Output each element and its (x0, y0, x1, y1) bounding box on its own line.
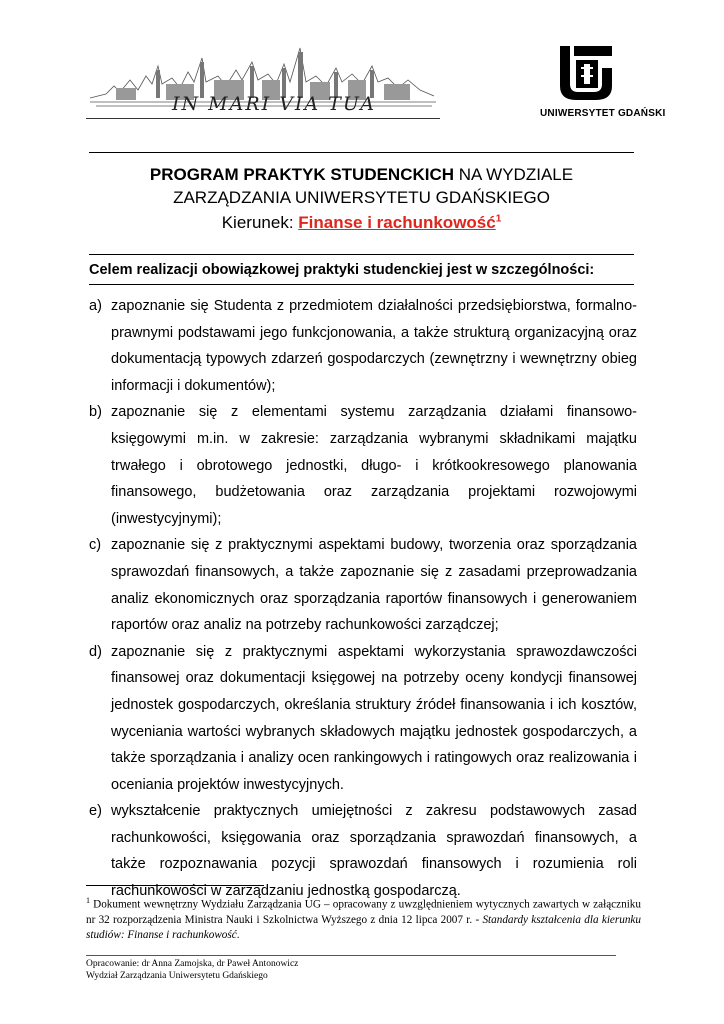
list-item-text: wykształcenie praktycznych umiejętności z zakresu podstawowych zasad rachunkowości, księgowania oraz sporządzania sprawozdań finansowych, a także rozpoznawania pozycji sprawozdań finansowych i rozumienia roli rachunkowości w zarządzaniu jednostką gospodarczą. (111, 803, 637, 900)
footer-authors: Opracowanie: dr Anna Zamojska, dr Paweł Antonowicz (86, 959, 299, 969)
list-item-text: zapoznanie się z praktycznymi aspektami wykorzystania sprawozdawczości finansowej oraz dokumentacji księgowej na potrzeby oceny kondycji finansowej jednostek gospodarczych, określania struktury źródeł finansowania i ich kosztów, wyceniania wartości wybranych składowych majątku jednostek gospodarczych, a także sporządzania i analizy ocen rankingowych i ratingowych oraz realizowania i oceniania projektów inwestycyjnych. (111, 643, 637, 793)
list-item-letter: d) (89, 643, 102, 660)
title-rule-bottom (89, 254, 634, 255)
list-item (89, 399, 637, 532)
field-value: Finanse i rachunkowość (298, 213, 496, 232)
footnote-text: Dokument wewnętrzny Wydziału Zarządzania UG – opracowany z uwzględnieniem wytycznych zawartych w załączniku nr 32 rozporządzenia Ministra Nauki i Szkolnictwa Wyższego z dnia 12 lipca 2007 r. - (86, 898, 641, 926)
university-logo-icon (556, 44, 616, 100)
lead-rule (89, 284, 634, 285)
footer-divider (86, 955, 616, 956)
footnote-marker: 1 (86, 896, 90, 905)
university-name: UNIWERSYTET GDAŃSKI (540, 108, 666, 119)
footnote-ref[interactable]: 1 (495, 213, 502, 225)
field-label: Kierunek: (221, 213, 299, 232)
list-item-letter: b) (89, 404, 102, 421)
footnote-end: . (236, 928, 240, 941)
page-title-line2: ZARZĄDZANIA UNIWERSYTETU GDAŃSKIEGO (173, 188, 550, 207)
footnote-divider (86, 885, 264, 886)
motto-text: IN MARI VIA TUA (172, 93, 377, 115)
footnote (86, 893, 641, 943)
field-of-study (89, 213, 634, 233)
title-rule-top (89, 152, 634, 153)
title-bold: PROGRAM PRAKTYK STUDENCKICH (149, 165, 455, 184)
title-rest: NA WYDZIALE (454, 165, 574, 184)
footer-faculty: Wydział Zarządzania Uniwersytetu Gdańskiego (86, 971, 268, 981)
list-item-letter: a) (89, 298, 102, 314)
list-item (89, 293, 637, 399)
lead-paragraph: Celem realizacji obowiązkowej praktyki studenckiej jest w szczególności: (89, 262, 595, 278)
page-title-line1 (89, 164, 634, 186)
list-item-text: zapoznanie się Studenta z przedmiotem działalności przedsiębiorstwa, formalno-prawnymi podstawami jego funkcjonowania, a także strukturą organizacyjną oraz dokumentacją typowych zdarzeń gospodarczych (zewnętrzny i wewnętrzny obieg informacji i dokumentów); (111, 298, 637, 394)
page-footer (86, 958, 298, 982)
list-item-letter: e) (89, 803, 102, 820)
list-item-text: zapoznanie się z elementami systemu zarządzania działami finansowo-księgowymi m.in. w zakresie: zarządzania wybranymi składnikami majątku trwałego i obrotowego jednostki, długo- i krótkookresowego planowania finansowego, budżetowania oraz zarządzania projektami rozwojowymi (inwestycyjnymi); (111, 404, 637, 527)
list-item-letter: c) (89, 537, 102, 554)
objectives-list (89, 293, 637, 905)
list-item-text: zapoznanie się z praktycznymi aspektami budowy, tworzenia oraz sporządzania sprawozdań finansowych, a także zapoznanie się z zasadami przeprowadzania analiz ekonomicznych oraz sporządzania raportów finansowych i generowaniem raportów oraz analiz na potrzeby rachunkowości zarządczej; (111, 537, 637, 634)
footnote-italic: Standardy kształcenia dla kierunku studiów: Finanse i rachunkowość (86, 913, 641, 941)
header-divider (86, 118, 440, 119)
list-item (89, 798, 637, 904)
list-item (89, 639, 637, 799)
list-item (89, 532, 637, 638)
